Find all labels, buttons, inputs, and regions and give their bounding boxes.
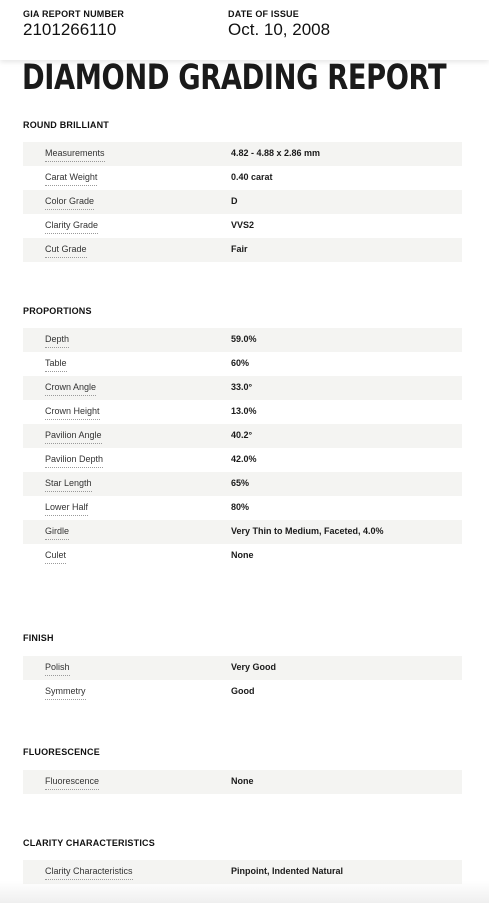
round-brilliant-table — [23, 142, 462, 262]
row-label[interactable]: Symmetry — [45, 686, 86, 700]
table-row — [23, 142, 462, 166]
table-row — [23, 238, 462, 262]
section-title-proportions: PROPORTIONS — [23, 306, 92, 316]
row-value: Fair — [231, 244, 248, 254]
row-label[interactable]: Measurements — [45, 148, 105, 162]
section-title-round-brilliant: ROUND BRILLIANT — [23, 120, 109, 130]
table-row — [23, 214, 462, 238]
row-value: 42.0% — [231, 454, 257, 464]
table-row — [23, 544, 462, 568]
row-label[interactable]: Crown Angle — [45, 382, 96, 396]
table-row — [23, 496, 462, 520]
row-value: 13.0% — [231, 406, 257, 416]
table-row — [23, 424, 462, 448]
date-of-issue-block — [228, 9, 330, 40]
row-label[interactable]: Crown Height — [45, 406, 100, 420]
row-label[interactable]: Color Grade — [45, 196, 94, 210]
report-number-block — [23, 9, 124, 40]
section-title-fluorescence: FLUORESCENCE — [23, 747, 100, 757]
row-label[interactable]: Clarity Grade — [45, 220, 98, 234]
bottom-fade — [0, 881, 489, 903]
row-label[interactable]: Fluorescence — [45, 776, 99, 790]
row-value: Very Good — [231, 662, 277, 672]
row-value: Pinpoint, Indented Natural — [231, 866, 343, 876]
section-title-finish: FINISH — [23, 633, 54, 643]
table-row — [23, 400, 462, 424]
row-label[interactable]: Cut Grade — [45, 244, 87, 258]
table-row — [23, 770, 462, 794]
row-label[interactable]: Girdle — [45, 526, 69, 540]
table-row — [23, 328, 462, 352]
report-number-label: GIA REPORT NUMBER — [23, 9, 125, 19]
row-value: Very Thin to Medium, Faceted, 4.0% — [231, 526, 384, 536]
row-value: 60% — [231, 358, 250, 368]
date-of-issue-label: DATE OF ISSUE — [228, 9, 299, 19]
row-label[interactable]: Polish — [45, 662, 70, 676]
row-label[interactable]: Table — [45, 358, 67, 372]
row-value: 65% — [231, 478, 250, 488]
row-label[interactable]: Pavilion Depth — [45, 454, 103, 468]
row-value: 80% — [231, 502, 250, 512]
table-row — [23, 352, 462, 376]
page-title: DIAMOND GRADING REPORT — [22, 58, 447, 98]
table-row — [23, 376, 462, 400]
finish-table — [23, 656, 462, 704]
row-value: 33.0° — [231, 382, 253, 392]
table-row — [23, 166, 462, 190]
date-of-issue: Oct. 10, 2008 — [228, 20, 331, 39]
row-label[interactable]: Lower Half — [45, 502, 88, 516]
table-row — [23, 472, 462, 496]
row-value: None — [231, 550, 254, 560]
row-value: 59.0% — [231, 334, 257, 344]
row-label[interactable]: Carat Weight — [45, 172, 97, 186]
table-row — [23, 448, 462, 472]
row-value: 0.40 carat — [231, 172, 273, 182]
fluorescence-table — [23, 770, 462, 794]
table-row — [23, 520, 462, 544]
row-label[interactable]: Culet — [45, 550, 66, 564]
row-label[interactable]: Star Length — [45, 478, 92, 492]
table-row — [23, 190, 462, 214]
proportions-table — [23, 328, 462, 568]
table-row — [23, 680, 462, 704]
row-label[interactable]: Depth — [45, 334, 69, 348]
row-value: D — [231, 196, 238, 206]
section-title-clarity-characteristics: CLARITY CHARACTERISTICS — [23, 838, 155, 848]
report-number: 2101266110 — [23, 20, 117, 39]
row-value: 40.2° — [231, 430, 253, 440]
row-value: VVS2 — [231, 220, 255, 230]
report-header — [0, 0, 489, 60]
table-row — [23, 656, 462, 680]
row-value: 4.82 - 4.88 x 2.86 mm — [231, 148, 321, 158]
row-value: Good — [231, 686, 255, 696]
row-label[interactable]: Pavilion Angle — [45, 430, 102, 444]
row-value: None — [231, 776, 254, 786]
row-label[interactable]: Clarity Characteristics — [45, 866, 133, 880]
